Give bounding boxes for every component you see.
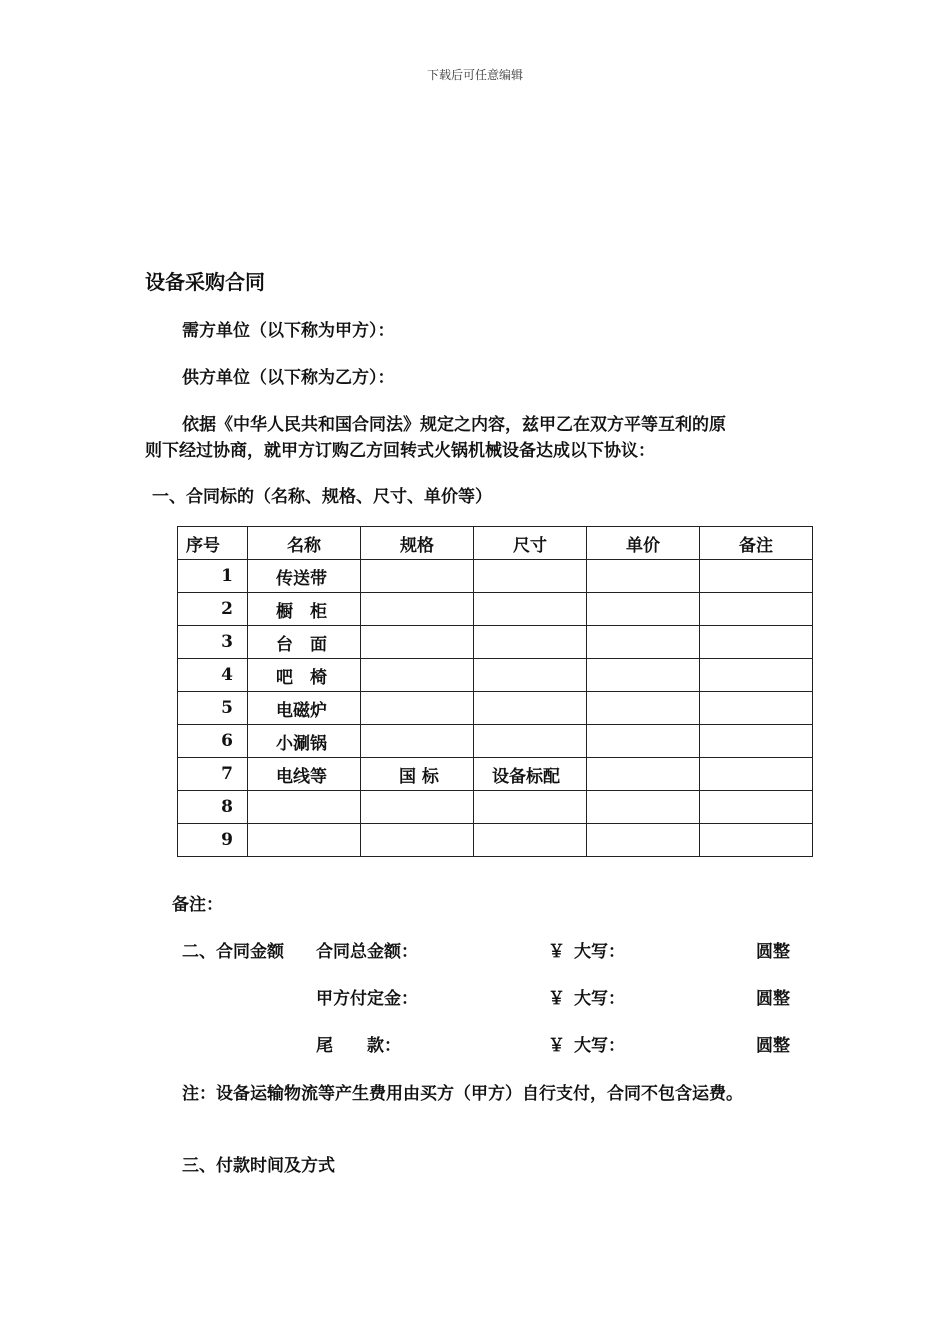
amount-upper-label: 大写：: [574, 942, 625, 962]
row-note: [700, 692, 813, 725]
amount-unit: 圆整: [756, 989, 790, 1009]
buyer-line: 需方单位（以下称为甲方）：: [182, 321, 395, 341]
table-row: [178, 758, 813, 791]
row-size: [474, 692, 587, 725]
remark-label: 备注：: [172, 895, 223, 915]
row-name: 小涮锅: [248, 725, 361, 758]
row-name: [248, 791, 361, 824]
row-no: 4: [178, 659, 248, 692]
contract-title: 设备采购合同: [145, 270, 265, 294]
row-price: [587, 659, 700, 692]
row-name: 台 面: [248, 626, 361, 659]
row-note: [700, 593, 813, 626]
row-size: [474, 560, 587, 593]
table-row: [178, 560, 813, 593]
row-no: 5: [178, 692, 248, 725]
row-no: 9: [178, 824, 248, 857]
basis-paragraph-line-1: 依据《中华人民共和国合同法》规定之内容，兹甲乙在双方平等互利的原: [182, 415, 726, 435]
row-price: [587, 593, 700, 626]
row-spec: [361, 560, 474, 593]
row-spec: [361, 626, 474, 659]
row-name: 电磁炉: [248, 692, 361, 725]
yen-symbol: ￥: [548, 942, 565, 962]
row-size: 设备标配: [474, 758, 587, 791]
table-row: [178, 626, 813, 659]
table-row: [178, 593, 813, 626]
row-no: 6: [178, 725, 248, 758]
header-note: 备注: [700, 527, 813, 560]
row-price: [587, 758, 700, 791]
row-price: [587, 791, 700, 824]
items-table: [177, 526, 813, 857]
row-spec: [361, 791, 474, 824]
row-name: 传送带: [248, 560, 361, 593]
amount-upper-label: 大写：: [574, 989, 625, 1009]
row-size: [474, 725, 587, 758]
row-spec: [361, 659, 474, 692]
amount-total-label: 合同总金额：: [316, 942, 418, 962]
section-2-title: 二、合同金额: [182, 942, 284, 962]
row-price: [587, 725, 700, 758]
table-row: [178, 824, 813, 857]
row-note: [700, 560, 813, 593]
row-note: [700, 626, 813, 659]
row-price: [587, 560, 700, 593]
row-note: [700, 659, 813, 692]
page-header: 下载后可任意编辑: [426, 68, 523, 82]
row-name: 吧 椅: [248, 659, 361, 692]
row-no: 1: [178, 560, 248, 593]
table-row: [178, 791, 813, 824]
row-spec: [361, 692, 474, 725]
row-price: [587, 692, 700, 725]
row-name: 电线等: [248, 758, 361, 791]
header-no: 序号: [178, 527, 248, 560]
row-spec: [361, 593, 474, 626]
row-spec: [361, 725, 474, 758]
row-size: [474, 791, 587, 824]
header-spec: 规格: [361, 527, 474, 560]
row-size: [474, 626, 587, 659]
balance-label: 尾 款：: [316, 1036, 401, 1056]
amount-unit: 圆整: [756, 1036, 790, 1056]
yen-symbol: ￥: [548, 1036, 565, 1056]
amount-upper-label: 大写：: [574, 1036, 625, 1056]
row-note: [700, 725, 813, 758]
row-no: 2: [178, 593, 248, 626]
row-spec: 国 标: [361, 758, 474, 791]
row-spec: [361, 824, 474, 857]
row-size: [474, 593, 587, 626]
section-1-title: 一、合同标的（名称、规格、尺寸、单价等）: [152, 487, 492, 507]
row-no: 7: [178, 758, 248, 791]
row-note: [700, 791, 813, 824]
amount-unit: 圆整: [756, 942, 790, 962]
row-price: [587, 824, 700, 857]
yen-symbol: ￥: [548, 989, 565, 1009]
deposit-label: 甲方付定金：: [316, 989, 418, 1009]
header-size: 尺寸: [474, 527, 587, 560]
row-no: 8: [178, 791, 248, 824]
row-size: [474, 824, 587, 857]
row-note: [700, 758, 813, 791]
header-name: 名称: [248, 527, 361, 560]
row-no: 3: [178, 626, 248, 659]
row-name: 橱 柜: [248, 593, 361, 626]
freight-note: 注：设备运输物流等产生费用由买方（甲方）自行支付，合同不包含运费。: [182, 1084, 743, 1104]
basis-paragraph-line-2: 则下经过协商，就甲方订购乙方回转式火锅机械设备达成以下协议：: [145, 441, 655, 461]
section-3-title: 三、付款时间及方式: [182, 1156, 335, 1176]
table-row: [178, 725, 813, 758]
row-note: [700, 824, 813, 857]
header-price: 单价: [587, 527, 700, 560]
row-size: [474, 659, 587, 692]
row-name: [248, 824, 361, 857]
row-price: [587, 626, 700, 659]
table-header-row: [178, 527, 813, 560]
table-row: [178, 692, 813, 725]
table-row: [178, 659, 813, 692]
seller-line: 供方单位（以下称为乙方）：: [182, 368, 395, 388]
